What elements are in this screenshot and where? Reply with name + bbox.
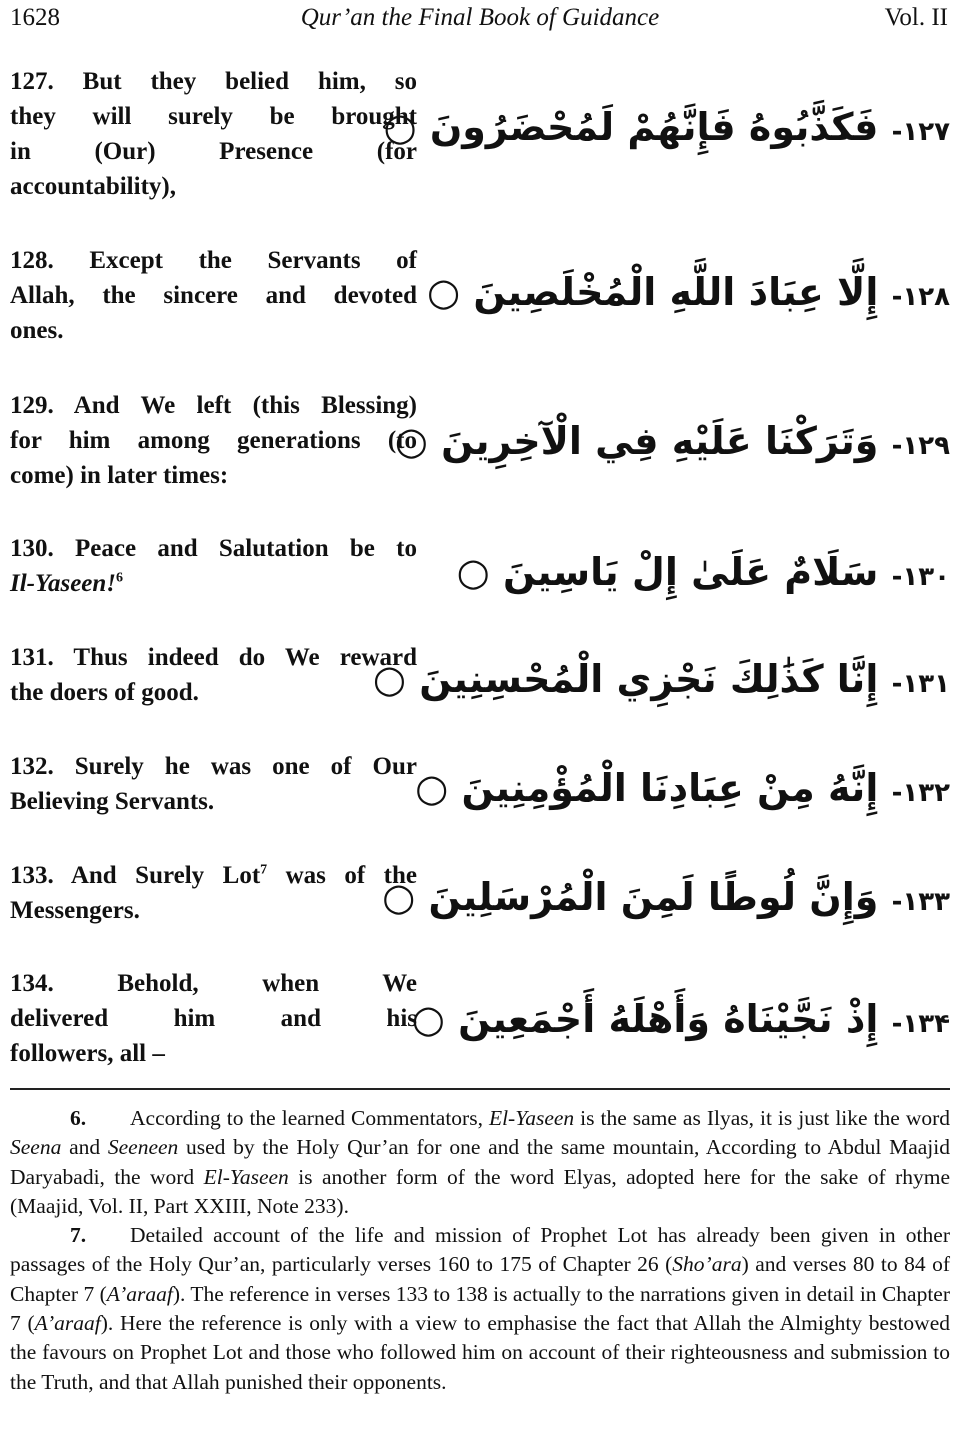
- translation-line: Believing Servants.: [10, 788, 215, 815]
- footnote-7: [10, 1221, 950, 1397]
- translation-line: 131. Thus indeed do We reward: [10, 644, 417, 671]
- arabic-text: وَإِنَّ لُوطًا لَمِنَ الْمُرْسَلِينَ ○: [382, 875, 879, 919]
- il-yaseen-term: Il-Yaseen!: [10, 570, 117, 597]
- footnote-6: [10, 1104, 950, 1221]
- book-title: Qur’an the Final Book of Guidance: [300, 4, 660, 31]
- footnote-italic-term: Seeneen: [107, 1135, 179, 1160]
- footnote-text: According to the learned Commentators,: [130, 1106, 489, 1130]
- footnote-number: 6.: [70, 1106, 87, 1130]
- arabic-verse-number: ۱۲۷-: [891, 117, 950, 147]
- arabic-text: إِذْ نَجَّيْنَاهُ وَأَهْلَهُ أَجْمَعِينَ ○: [411, 997, 879, 1041]
- footnote-italic-term: Seena: [10, 1135, 62, 1160]
- verse-translation: [10, 243, 417, 348]
- footnote-italic-term: A’araaf: [34, 1311, 101, 1336]
- translation-line: ones.: [10, 317, 64, 344]
- translation-line: 129. And We left (this Blessing): [10, 392, 417, 419]
- translation-line: they will surely be brought: [10, 103, 417, 130]
- footnotes: [10, 1104, 950, 1397]
- arabic-verse-number: ۱۳۲-: [891, 778, 950, 808]
- arabic-text: وَتَرَكْنَا عَلَيْهِ فِي الْآخِرِينَ ○: [394, 419, 879, 463]
- verse-arabic: [427, 267, 950, 322]
- translation-segment: was of the: [267, 862, 417, 889]
- footnote-text: is the same as Ilyas, it is just like the word: [574, 1106, 951, 1130]
- verse-translation: [10, 531, 417, 601]
- verse-arabic: [372, 654, 950, 709]
- arabic-verse-number: ۱۳۴-: [891, 1009, 950, 1039]
- volume-label: Vol. II: [884, 4, 948, 31]
- verse-arabic: [411, 994, 950, 1049]
- arabic-verse-number: ۱۳۳-: [891, 887, 950, 917]
- translation-line: 128. Except the Servants of: [10, 247, 417, 274]
- translation-line: in (Our) Presence (for: [10, 138, 417, 165]
- verse-translation: [10, 640, 417, 710]
- footnote-text: ) and verses 80 to 84 of Chapter 7 (: [10, 1252, 950, 1306]
- translation-line: 127. But they belied him, so: [10, 68, 417, 95]
- arabic-text: سَلَامٌ عَلَىٰ إِلْ يَاسِينَ ○: [456, 550, 879, 594]
- verse-translation: [10, 388, 417, 493]
- arabic-text: إِلَّا عِبَادَ اللَّهِ الْمُخْلَصِينَ ○: [427, 270, 879, 314]
- footnote-text: ). The reference in verses 133 to 138 is actually to the narrations given in detail in Chapter 7 (: [10, 1281, 950, 1336]
- arabic-verse-number: ۱۲۹-: [891, 431, 950, 461]
- verse-arabic: [383, 102, 950, 157]
- page-header: [0, 0, 960, 40]
- translation-line: 134. Behold, when We: [10, 970, 417, 997]
- translation-line: delivered him and his: [10, 1005, 417, 1032]
- verse-translation: [10, 858, 417, 928]
- footnote-text: ). Here the reference is only with a view to emphasise the fact that Allah the Almighty bestowed the favours on Prophet Lot and those who followed him on account of their righteousness and submission to the Truth, and that Allah punished their opponents.: [10, 1311, 950, 1394]
- arabic-text: إِنَّا كَذَٰلِكَ نَجْزِي الْمُحْسِنِينَ ○: [372, 657, 879, 701]
- footnote-italic-term: El-Yaseen: [203, 1164, 289, 1189]
- arabic-verse-number: ۱۳۱-: [891, 669, 950, 699]
- translation-line: 130. Peace and Salutation be to: [10, 535, 417, 562]
- footnote-ref-7[interactable]: 7: [260, 862, 268, 878]
- verse-translation: [10, 749, 417, 819]
- translation-line: the doers of good.: [10, 679, 199, 706]
- footnote-text: and: [61, 1135, 108, 1160]
- page-number: 1628: [10, 4, 60, 31]
- footnote-italic-term: El-Yaseen: [488, 1106, 575, 1130]
- verse-arabic: [415, 763, 950, 818]
- verse-arabic: [394, 416, 950, 471]
- verse-arabic: [456, 547, 950, 602]
- translation-segment: 133. And Surely Lot: [10, 862, 261, 889]
- footnote-text: used by the Holy Qur’an for one and the same mountain, According to Abdul Maajid Daryabadi, the word: [10, 1135, 951, 1189]
- footnote-text: is another form of the word Elyas, adopted here for the sake of rhyme (Maajid, Vol. II, Part XXIII, Note 233).: [10, 1164, 950, 1218]
- footnote-text: Detailed account of the life and mission of Prophet Lot has already been given in other passages of the Holy Qur’an, particularly verses 160 to 175 of Chapter 26 (: [10, 1223, 950, 1277]
- translation-line: [10, 570, 123, 597]
- translation-line: followers, all –: [10, 1040, 165, 1067]
- translation-line: come) in later times:: [10, 462, 229, 489]
- footnote-italic-term: A’araaf: [106, 1281, 173, 1306]
- translation-line: Allah, the sincere and devoted: [10, 282, 417, 309]
- footnote-italic-term: Sho’ara: [672, 1252, 742, 1277]
- footnote-ref-6[interactable]: 6: [116, 570, 124, 586]
- footnote-number: 7.: [70, 1223, 87, 1248]
- translation-line: [10, 858, 417, 893]
- verse-translation: [10, 966, 417, 1071]
- arabic-text: فَكَذَّبُوهُ فَإِنَّهُمْ لَمُحْضَرُونَ ○: [383, 105, 879, 149]
- arabic-verse-number: ۱۳۰-: [891, 562, 950, 592]
- translation-line: accountability),: [10, 173, 176, 200]
- translation-line: Messengers.: [10, 897, 140, 924]
- translation-line: 132. Surely he was one of Our: [10, 753, 417, 780]
- arabic-verse-number: ۱۲۸-: [891, 282, 950, 312]
- translation-line: for him among generations (to: [10, 427, 417, 454]
- footnote-divider: [10, 1088, 950, 1090]
- arabic-text: إِنَّهُ مِنْ عِبَادِنَا الْمُؤْمِنِينَ ○: [415, 766, 879, 810]
- verse-arabic: [382, 872, 950, 927]
- verse-translation: [10, 64, 417, 204]
